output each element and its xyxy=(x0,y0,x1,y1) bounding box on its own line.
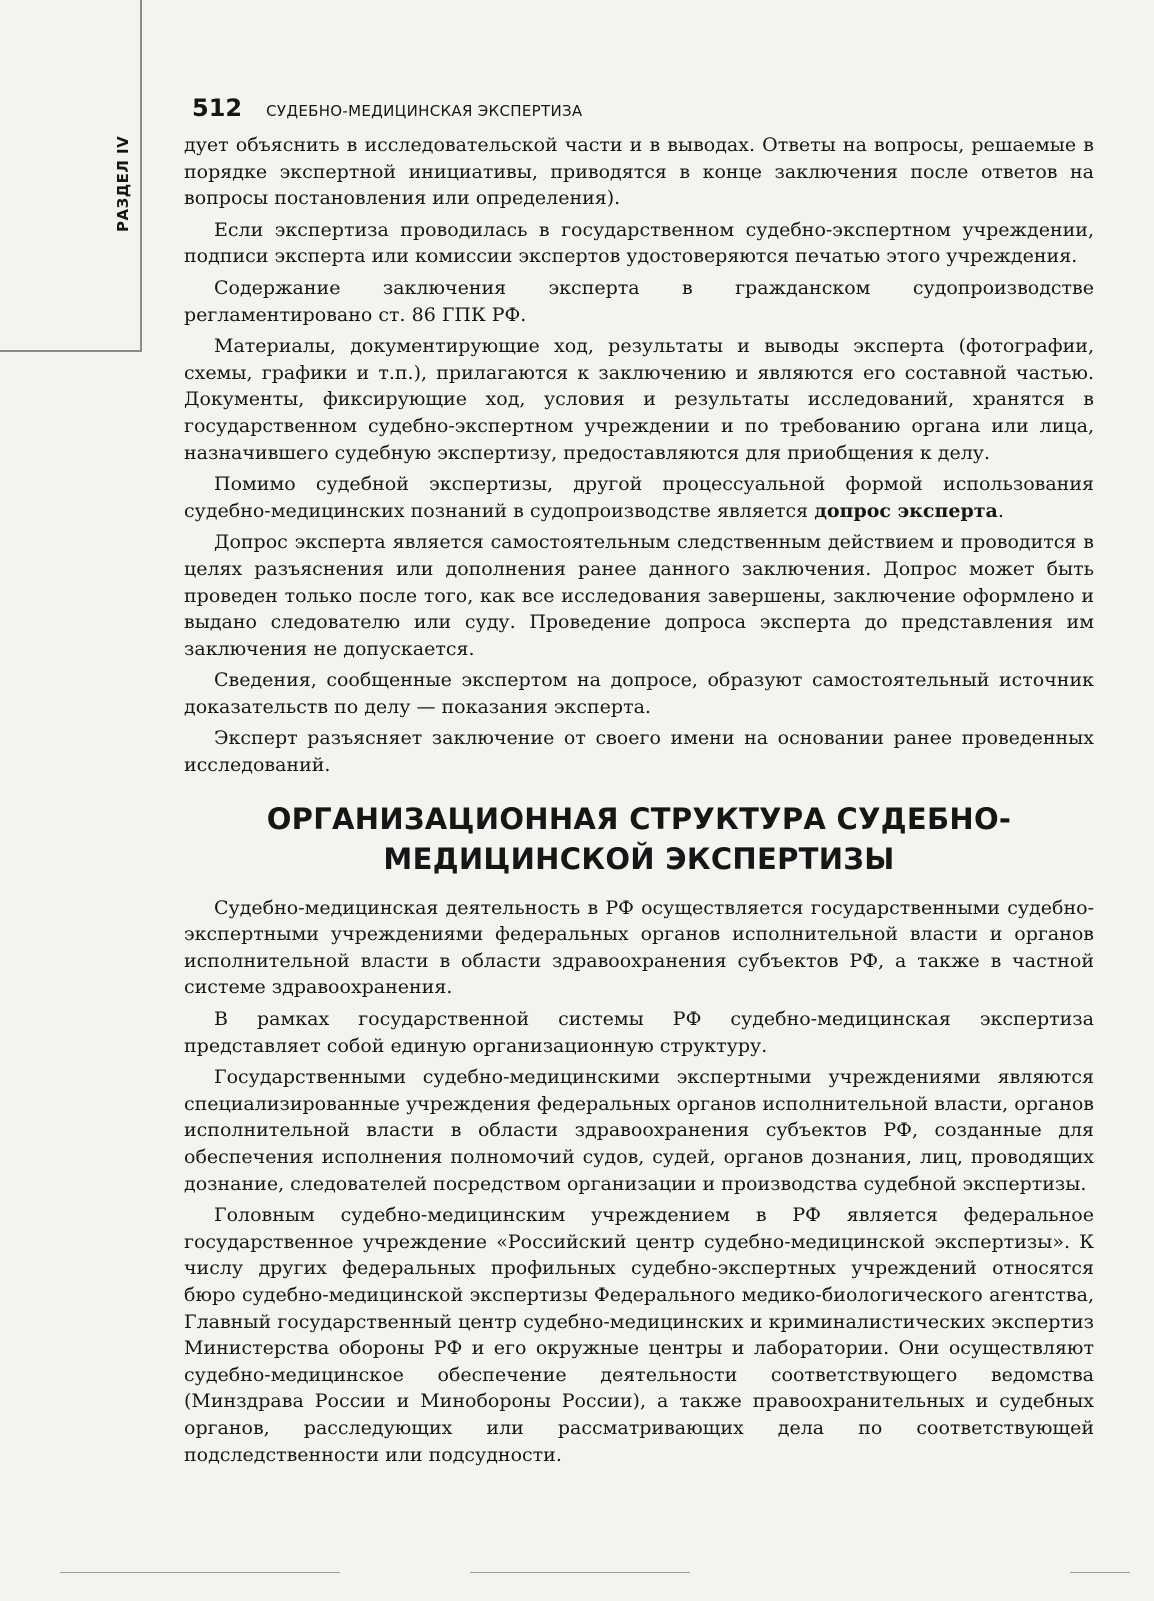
text-segment: Помимо судебной экспертизы, другой процессуальной формой использования судебно-медицинских познаний в судопроизводстве является xyxy=(184,473,1094,522)
paragraph xyxy=(184,1202,1094,1468)
page-header xyxy=(192,94,1094,122)
paragraph xyxy=(184,895,1094,1001)
paragraph xyxy=(184,275,1094,328)
text-segment: Сведения, сообщенные экспертом на допросе, образуют самостоятельный источник доказательств по делу — показания эксперта. xyxy=(184,669,1094,718)
text-segment: В рамках государственной системы РФ судебно-медицинская экспертиза представляет собой единую организационную структуру. xyxy=(184,1008,1094,1057)
running-title: СУДЕБНО-МЕДИЦИНСКАЯ ЭКСПЕРТИЗА xyxy=(266,102,583,120)
page-body xyxy=(184,132,1094,1473)
paragraph xyxy=(184,471,1094,524)
paragraphs-before xyxy=(184,132,1094,779)
paragraph xyxy=(184,333,1094,466)
text-segment: Допрос эксперта является самостоятельным следственным действием и проводится в целях разъяснения или дополнения ранее данного заключения. Допрос может быть проведен только после того, как все исследования завершены, заключение оформлено и выдано следователю или суду. Проведение допроса эксперта до представления им заключения не допускается. xyxy=(184,531,1094,660)
text-segment: Государственными судебно-медицинскими экспертными учреждениями являются специализированные учреждения федеральных органов исполнительной власти, органов исполнительной власти в области здравоохранения субъектов РФ, созданные для обеспечения исполнения полномочий судов, судей, органов дознания, лиц, проводящих дознание, следователей посредством организации и производства судебной экспертизы. xyxy=(184,1066,1094,1195)
text-segment: Эксперт разъясняет заключение от своего имени на основании ранее проведенных исследований. xyxy=(184,727,1094,777)
text-segment: . xyxy=(997,499,1004,522)
text-segment: Содержание заключения эксперта в гражданском судопроизводстве регламентировано ст. 86 ГПК РФ. xyxy=(184,276,1094,326)
page-number: 512 xyxy=(192,94,243,122)
section-title: ОРГАНИЗАЦИОННАЯ СТРУКТУРА СУДЕБНО-МЕДИЦИНСКОЙ ЭКСПЕРТИЗЫ xyxy=(266,801,1012,876)
paragraph xyxy=(184,132,1094,212)
paragraphs-after xyxy=(184,895,1094,1468)
paragraph xyxy=(184,667,1094,720)
paragraph xyxy=(184,725,1094,778)
text-segment: Если экспертиза проводилась в государственном судебно-экспертном учреждении, подписи эксперта или комиссии экспертов удостоверяются печатью этого учреждения. xyxy=(184,218,1094,268)
paragraph xyxy=(184,1064,1094,1197)
paragraph xyxy=(184,217,1094,270)
text-segment: дует объяснить в исследовательской части и в выводах. Ответы на вопросы, решаемые в порядке экспертной инициативы, приводятся в конце заключения после ответов на вопросы постановления или определения). xyxy=(184,134,1094,210)
bottom-rule-left xyxy=(60,1572,340,1573)
section-side-label: РАЗДЕЛ IV xyxy=(114,135,132,232)
bottom-rule-right xyxy=(1070,1572,1130,1573)
paragraph xyxy=(184,1006,1094,1059)
emphasis-term: допрос эксперта xyxy=(814,499,998,522)
bottom-rule-center xyxy=(470,1572,690,1573)
text-segment: Судебно-медицинская деятельность в РФ осуществляется государственными судебно-экспертными учреждениями федеральных органов исполнительной власти и органов исполнительной власти в области здравоохранения субъектов РФ, а также в частной системе здравоохранения. xyxy=(184,896,1094,999)
text-segment: Головным судебно-медицинским учреждением в РФ является федеральное государственное учреждение «Российский центр судебно-медицинской экспертизы». К числу других федеральных профильных судебно-экспертных учреждений относятся бюро судебно-медицинской экспертизы Федерального медико-биологического агентства, Главный государственный центр судебно-медицинских и криминалистических экспертиз Министерства обороны РФ и его окружные центры и лаборатории. Они осуществляют судебно-медицинское обеспечение деятельности соответствующего ведомства (Минздрава России и Минобороны России), а также правоохранительных и судебных органов, расследующих или рассматривающих дела по соответствующей подследственности или подсудности. xyxy=(184,1204,1094,1466)
text-segment: Материалы, документирующие ход, результаты и выводы эксперта (фотографии, схемы, графики и т.п.), прилагаются к заключению и являются его составной частью. Документы, фиксирующие ход, условия и результаты исследований, хранятся в государственном судебно-экспертном учреждении и по требованию органа или лица, назначившего судебную экспертизу, предоставляются для приобщения к делу. xyxy=(184,335,1094,464)
paragraph xyxy=(184,529,1094,662)
